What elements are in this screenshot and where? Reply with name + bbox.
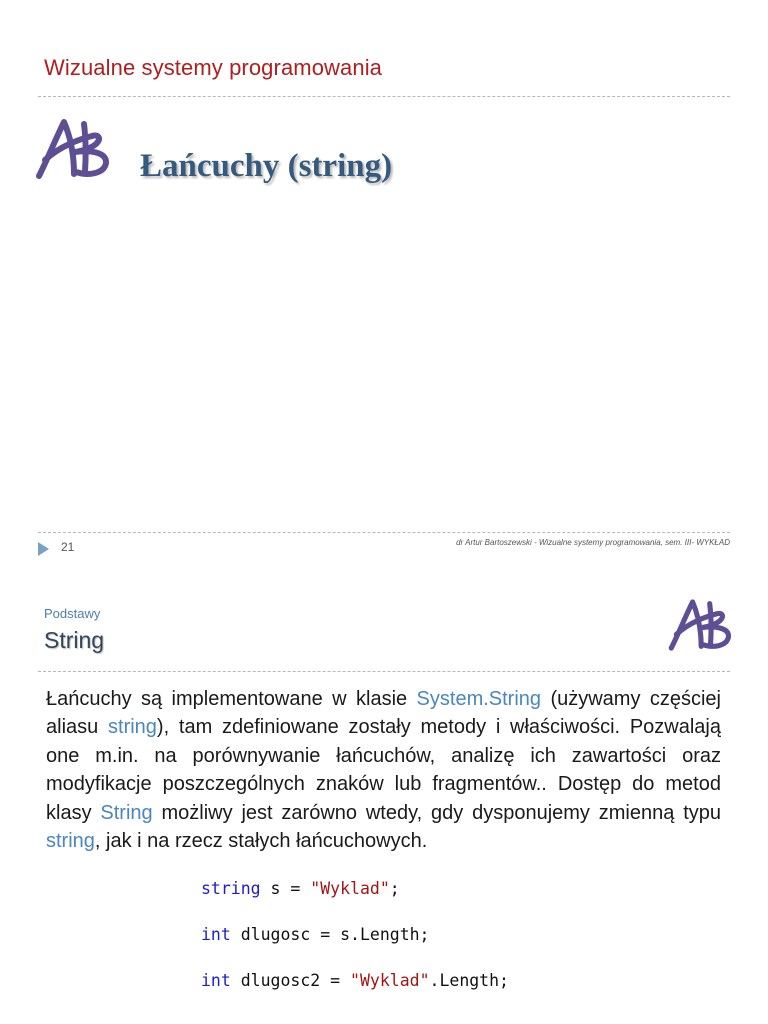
slide-string <box>0 575 768 1024</box>
keyword-system-string: System.String <box>416 688 542 710</box>
code-keyword: string <box>201 879 261 898</box>
code-text: s = <box>260 879 311 898</box>
ab-logo <box>667 595 737 655</box>
page-number: 21 <box>61 540 75 554</box>
paragraph-text: możliwy jest zarówno wtedy, gdy dysponujemy zmienną typu <box>152 801 721 824</box>
paragraph-text: Łańcuchy są implementowane w klasie <box>46 688 417 710</box>
paragraph-text: (używamy częściej aliasu <box>46 688 721 739</box>
footer-divider <box>38 532 730 533</box>
header-divider <box>38 96 730 97</box>
code-text: dlugosc = s.Length; <box>230 925 430 944</box>
code-block <box>201 878 509 1016</box>
course-title: Wizualne systemy programowania <box>44 55 383 80</box>
code-string: "Wyklad" <box>310 879 390 898</box>
code-line <box>201 924 509 970</box>
code-text: .Length; <box>429 971 509 990</box>
footer-credit: dr Artur Bartoszewski - Wizualne systemy programowania, sem. III- WYKŁAD <box>456 538 730 547</box>
play-arrow-icon <box>38 542 49 556</box>
section-label: Podstawy <box>44 606 101 621</box>
keyword-string-class: String <box>100 801 153 824</box>
slide-title: Łańcuchy (string) <box>140 148 393 184</box>
code-line <box>201 878 509 924</box>
code-string: "Wyklad" <box>350 971 430 990</box>
code-keyword: int <box>201 971 231 990</box>
code-text: dlugosc2 = <box>230 971 351 990</box>
slide-title: String <box>44 627 105 653</box>
code-text: ; <box>389 879 400 898</box>
code-line <box>201 970 509 1016</box>
code-keyword: int <box>201 925 231 944</box>
body-paragraph <box>46 685 721 855</box>
paragraph-text: , jak i na rzecz stałych łańcuchowych. <box>94 830 428 853</box>
header-divider <box>38 671 730 672</box>
ab-logo <box>34 116 116 182</box>
keyword-string: string <box>108 716 157 739</box>
keyword-string: string <box>46 830 95 853</box>
paragraph-text: ), tam zdefiniowane zostały metody i właściwości. Pozwalają one m.in. na porównywanie łańcuchów, analizę ich zawartości oraz modyfikacje poszczególnych znaków lub fragmentów.. Dostęp do metod klasy <box>46 716 721 824</box>
